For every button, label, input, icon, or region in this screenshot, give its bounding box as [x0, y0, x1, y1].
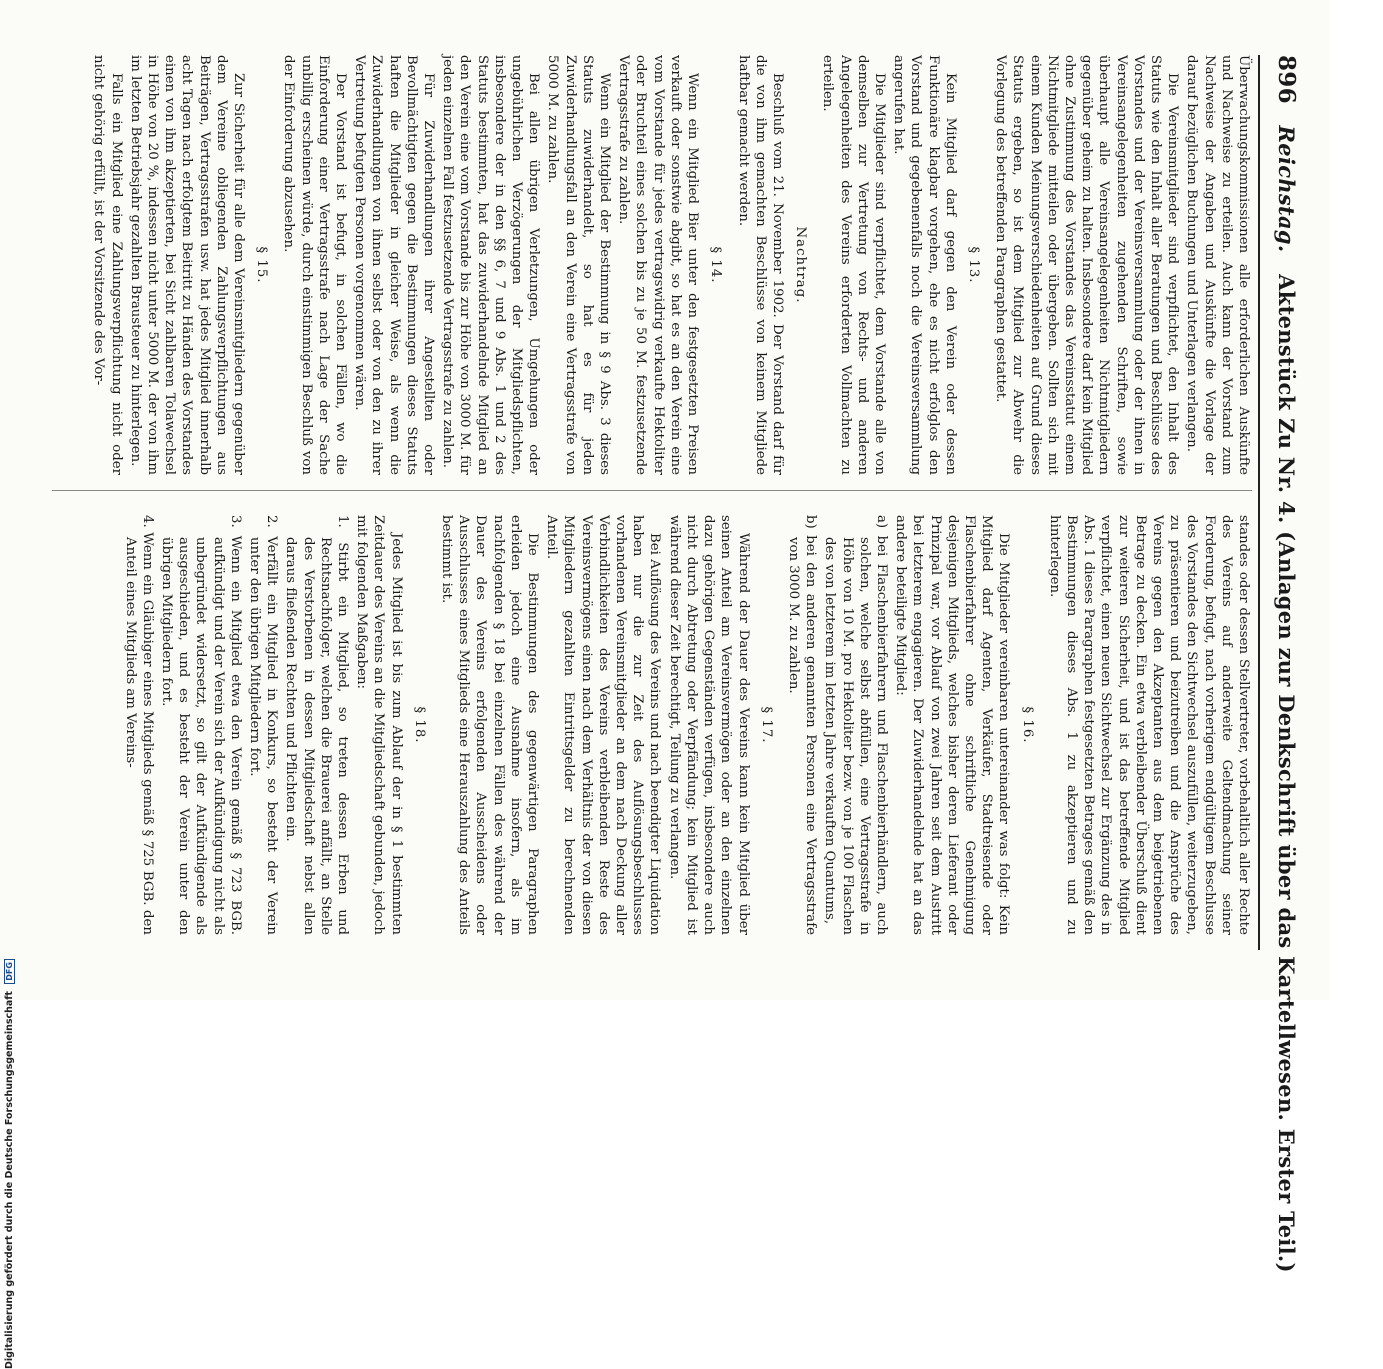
paragraph: Beschluß vom 21. November 1902. Der Vorstand darf für die von ihm gemachten Beschlüsse von keinem Mitgliede haftbar gemacht werden.: [735, 55, 785, 475]
paragraph: Wenn ein Mitglied Bier unter den festgesetzten Preisen verkauft oder sonstwie abgibt, so hat es an den Verein eine vom Vorstande für jedes vertragswidrig verkaufte Hektoliter oder Bruchteil eines solchen bis zu je 50 M. festzusetzende Vertragsstrafe zu zahlen.: [616, 55, 701, 475]
page-header: [1273, 55, 1300, 1273]
column-divider: [52, 490, 1252, 491]
enumerated-list: [121, 515, 351, 935]
section-heading: § 15.: [254, 246, 270, 284]
section-heading: § 18.: [411, 706, 427, 744]
paragraph: Die Vereinsmitglieder sind verpflichtet, den Inhalt des Statuts wie den Inhalt aller Beratungen und Beschlüsse des Vorstandes und der Vereinsversammlung oder der ihnen in Vereinsangelegenheiten zugehenden Schriften, sowie überhaupt alle Vereinsangelegenheiten Nichtmitgliedern gegenüber geheim zu halten. Insbesondere darf kein Mitglied ohne Zustimmung des Vorstandes das Vereinsstatut einem Nichtmitgliede mitteilen oder übergeben. Sollten sich mit einem Kunden Meinungsverschiedenheiten auf Grund dieses Statuts ergeben, so ist dem Mitglied zur Abwehr die Vorlegung des betreffenden Paragraphen gestattet.: [993, 55, 1181, 475]
section-heading: § 14.: [708, 246, 724, 284]
left-column: [88, 55, 1252, 475]
paragraph: Für Zuwiderhandlungen ihrer Angestellten oder Bevollmächtigten gegen die Bestimmungen dieses Statuts haften die Mitglieder in gleicher Weise, als wenn die Zuwiderhandlungen von ihnen selbst oder von den zu ihrer Vertretung befugten Personen vorgenommen wären.: [352, 55, 437, 475]
paragraph: Wenn ein Mitglied der Bestimmung in § 9 Abs. 3 dieses Statuts zuwiderhandelt, so hat es für jeden Zuwiderhandlungsfall an den Verein eine Vertragsstrafe von 5000 M. zu zahlen.: [545, 55, 613, 475]
list-item: b) bei den anderen genannten Personen eine Vertragsstrafe von 3000 M. zu zahlen.: [785, 515, 819, 935]
list-item: 3. Wenn ein Mitglied etwa den Verein gemäß § 723 BGB. aufkündigt und der Verein sich der Aufkündigung nicht als unbegründet widersetzt, so gilt der Aufkündigende als ausgeschieden, und es besteht der Verein unter den übrigen Mitgliedern fort.: [159, 515, 243, 935]
list-item: 1. Stirbt ein Mitglied, so treten dessen Erben und Rechtsnachfolger, welchen die Brauerei anfällt, an Stelle des Verstorbenen in dessen Mitgliedschaft nebst allen daraus fließenden Rechten und Pflichten ein.: [283, 515, 351, 935]
section-heading: § 17.: [758, 706, 774, 744]
header-title: Aktenstück Zu Nr. 4. (Anlagen zur Denkschrift über das Kartellwesen. Erster Teil.): [1274, 274, 1299, 1273]
section-heading: § 13.: [965, 246, 981, 284]
paragraph: Die Mitglieder vereinbaren untereinander was folgt: Kein Mitglied darf Agenten, Verkäufer, Stadtreisende oder Flaschenbierfahrer ohne schriftliche Genehmigung desjenigen Mitglieds, welches bisher deren Lieferant oder Prinzipal war, vor Ablauf von zwei Jahren seit dem Austritt bei letzterem engagieren. Der Zuwiderhandelnde hat an das andere beteiligte Mitglied:: [893, 515, 1012, 935]
paragraph: standes oder dessen Stellvertreter, vorbehaltlich aller Rechte des Vereins auf anderweite Geltendmachung seiner Forderung, befugt, nach vorherigem endgültigem Beschlusse des Vorstandes den Sichtwechsel auszufüllen, weiterzugeben, zu präsentieren und beizutreiben und die Ansprüche des Vereins gegen den Akzeptanten aus dem beigetriebenen Betrage zu decken. Ein etwa verbleibender Überschuß dient zur weiteren Sicherheit, und ist das betreffende Mitglied verpflichtet, einen neuen Sichtwechsel zur Ergänzung des in Abs. 1 dieses Paragraphen festgesetzten Betrages gemäß den Bestimmungen dieses Abs. 1 zu akzeptieren und zu hinterlegen.: [1046, 515, 1251, 935]
enumerated-list: [785, 515, 890, 935]
paragraph: Zur Sicherheit für alle dem Vereinsmitgliedern gegenüber dem Vereine obliegenden Zahlungsverpflichtungen aus Beiträgen, Vertragsstrafen usw. hat jedes Mitglied innerhalb acht Tagen nach erfolgtem Beitritt zu Händen des Vorstandes einen von ihm akzeptierten, bei Sicht zahlbaren Tolawechsel in Höhe von 20 %, indessen nicht unter 5000 M. der von ihm im letzten Betriebsjahr gezahlten Brausteuer zu hinterlegen.: [127, 55, 247, 475]
paragraph: Die Bestimmungen des gegenwärtigen Paragraphen erleiden jedoch eine Ausnahme insofern, als im nachfolgenden § 18 bei einzelnen Fällen des während der Dauer des Vereins erfolgenden Ausscheidens oder Ausschlusses eines Mitglieds eine Herauszahlung des Anteils bestimmt ist.: [439, 515, 541, 935]
paragraph: Bei allen übrigen Verletzungen, Umgehungen oder ungebührlichen Verzögerungen der Mitgliedspflichten, insbesondere der in den §§ 6, 7 und 9 Abs. 1 und 2 des Statuts bestimmten, hat das zuwiderhandelnde Mitglied an den Verein eine vom Vorstande bis zur Höhe von 3000 M. für jeden einzelnen Fall festzusetzende Vertragsstrafe zu zahlen.: [440, 55, 542, 475]
header-rule: [1258, 55, 1260, 950]
paragraph: Kein Mitglied darf gegen den Verein oder dessen Funktionäre klagbar vorgehen, ehe es nicht erfolglos den Vorstand und gegebenenfalls noch die Vereinsversammlung angerufen hat.: [891, 55, 958, 475]
dfg-sidebar: [4, 600, 24, 1369]
paragraph: Falls ein Mitglied eine Zahlungsverpflichtung nicht oder nicht gehörig erfüllt, ist der Vorsitzende des Vor-: [91, 55, 124, 475]
list-item: a) bei Flaschenbierfahrern und Flaschenbierhändlern, auch solchen, welche selbst abfüllen, eine Vertragsstrafe in Höhe von 10 M. pro Hektoliter bezw. von je 100 Flaschen des von letzterem im letzten Jahre verkauften Quantums,: [822, 515, 889, 935]
paragraph: Überwachungskommissionen alle erforderlichen Auskünfte und Nachweise zu erteilen. Auch kann der Vorstand zum Nachweise der Angaben und Auskünfte die Vorlage der darauf bezüglichen Buchungen und Unterlagen verlangen.: [1184, 55, 1251, 475]
list-item: 2. Verfällt ein Mitglied in Konkurs, so besteht der Verein unter den übrigen Mitgliedern fort.: [247, 515, 280, 935]
paragraph: Die Mitglieder sind verpflichtet, dem Vorstande alle von demselben zur Vertretung von Rechts- und anderen Angelegenheiten des Vereins erforderten Vollmachten zu erteilen.: [820, 55, 887, 475]
right-column: [119, 515, 1252, 935]
section-heading: Nachtrag.: [793, 226, 809, 304]
paragraph: Bei Auflösung des Vereins und nach beendigter Liquidation haben nur die zur Zeit des Auflösungsbeschlusses vorhandenen Vereinsmitglieder an dem nach Deckung aller Verbindlichkeiten des Vereins verbleibenden Reste des Vereinsvermögens einen nach dem Verhältnis der von diesen Mitgliedern gezahlten Eintrittsgelder zu berechnenden Anteil.: [544, 515, 663, 935]
dfg-credit: [4, 962, 15, 1369]
dfg-logo: DFG: [4, 959, 15, 984]
list-item: 4. Wenn ein Gläubiger eines Mitglieds gemäß § 725 BGB. den Anteil eines Mitglieds am Vereins-: [122, 515, 155, 935]
paragraph: Während der Dauer des Vereins kann kein Mitglied über seinen Anteil am Vereinsvermögen oder an den einzelnen dazu gehörigen Gegenständen verfügen, insbesondere auch nicht durch Abtretung oder Verpfändung; kein Mitglied ist während dieser Zeit berechtigt, Teilung zu verlangen.: [666, 515, 751, 935]
running-title: Reichstag.: [1274, 125, 1299, 253]
paragraph: Jedes Mitglied ist bis zum Ablauf der in § 1 bestimmten Zeitdauer des Vereins an die Mitgliedschaft gebunden, jedoch mit folgenden Maßgaben:: [354, 515, 404, 935]
page-number: 896: [1273, 55, 1300, 104]
dfg-credit-text: Digitalisierung gefördert durch die Deutsche Forschungsgemeinschaft: [4, 991, 15, 1369]
section-heading: § 16.: [1019, 706, 1035, 744]
paragraph: Der Vorstand ist befugt, in solchen Fällen, wo die Einforderung einer Vertragsstrafe nach Lage der Sache unbillig erscheinen würde, durch einstimmigen Beschluß von der Einforderung abzusehen.: [281, 55, 349, 475]
